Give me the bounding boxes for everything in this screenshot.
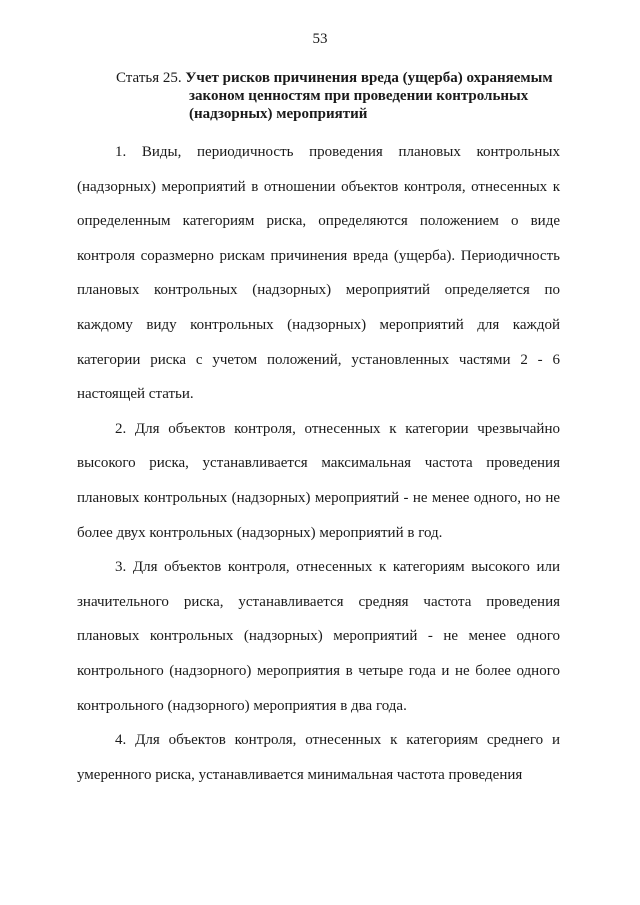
paragraph-1: 1. Виды, периодичность проведения плановых контрольных (надзорных) мероприятий в отношении объектов контроля, отнесенных к определенным категориям риска, определяются положением о виде контроля соразмерно рискам причинения вреда (ущерба). Периодичность плановых контрольных (надзорных) мероприятий определяется по каждому виду контрольных (надзорных) мероприятий для каждой категории риска с учетом положений, установленных частями 2 - 6 настоящей статьи. — [77, 144, 560, 403]
paragraph-3: 3. Для объектов контроля, отнесенных к категориям высокого или значительного риска, устанавливается средняя частота проведения плановых контрольных (надзорных) мероприятий - не менее одного контрольного (надзорного) мероприятия в четыре года и не более одного контрольного (надзорного) мероприятия в два года. — [77, 559, 560, 714]
article-body — [77, 135, 560, 792]
page-number: 53 — [312, 31, 328, 47]
article-title-line-2: законом ценностям при проведении контрольных — [189, 88, 529, 104]
article-title-line-1: Учет рисков причинения вреда (ущерба) охраняемым — [185, 70, 553, 86]
article-title — [116, 70, 576, 123]
paragraph-4: 4. Для объектов контроля, отнесенных к категориям среднего и умеренного риска, устанавливается минимальная частота проведения — [77, 732, 560, 783]
paragraph-2: 2. Для объектов контроля, отнесенных к категории чрезвычайно высокого риска, устанавливается максимальная частота проведения плановых контрольных (надзорных) мероприятий - не менее одного, но не более двух контрольных (надзорных) мероприятий в год. — [77, 420, 560, 541]
article-heading — [116, 69, 576, 123]
article-number: Статья 25. — [116, 70, 182, 86]
article-title-line-3: (надзорных) мероприятий — [189, 106, 368, 122]
